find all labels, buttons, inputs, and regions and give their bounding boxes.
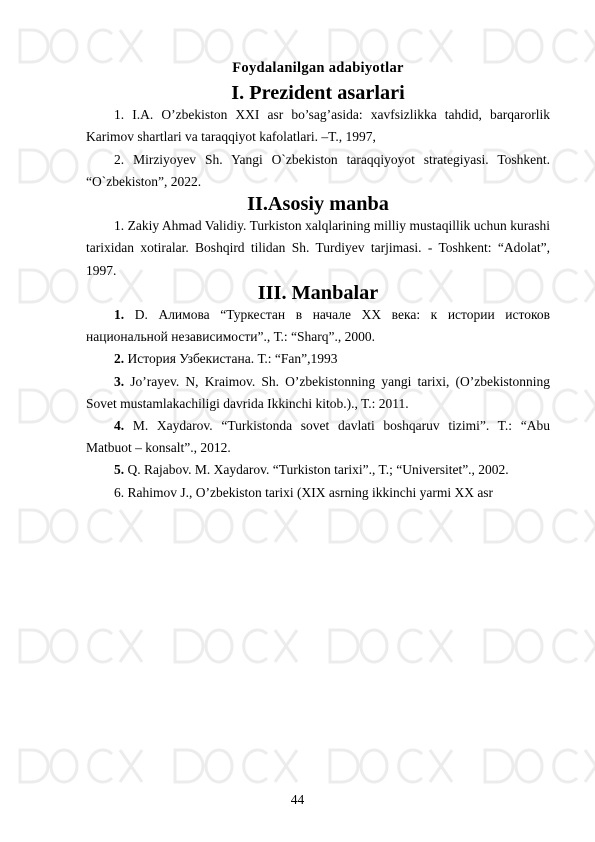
list-item-text: M. Xaydarov. “Turkistonda sovet davlati boshqaruv tizimi”. T.: “Abu Matbuot – konsalt”., 2012. (86, 418, 550, 456)
list-item-number: 2. (114, 151, 125, 167)
list-item-number: 5. (114, 462, 125, 478)
list-item-number: 4. (114, 418, 125, 434)
watermark-mark (175, 750, 297, 782)
list-item-number: 3. (114, 373, 125, 389)
list-item-text: Zakiy Ahmad Validiy. Turkiston xalqlarining milliy mustaqillik uchun kurashi tarixidan xotiralar. Boshqird tilidan Sh. Turdiyev tarjimasi. - Toshkent: “Adolat”, 1997. (86, 218, 550, 278)
list-item-number: 2. (114, 351, 125, 367)
list-item-text: Q. Rajabov. M. Xaydarov. “Turkiston tarixi”., T.; “Universitet”., 2002. (124, 462, 509, 478)
list-item (86, 415, 550, 459)
list-item (86, 482, 550, 504)
list-item (86, 215, 550, 282)
list-item-text: Rahimov J., O’zbekiston tarixi (XIX asrning ikkinchi yarmi XX asr (124, 484, 494, 500)
list-item-text: Jo’rayev. N, Kraimov. Sh. O’zbekistonning yangi tarixi, (O’zbekistonning Sovet mustamlakachiligi davrida Ikkinchi kitob.)., T.: 2011. (86, 373, 550, 411)
list-item-text: Mirziyoyev Sh. Yangi O`zbekiston taraqqiyoyot strategiyasi. Toshkent. “O`zbekiston”, 2022. (86, 151, 550, 189)
page-content (86, 56, 550, 504)
section-heading-prezident-asarlari: I. Prezident asarlari (231, 82, 405, 104)
watermark-mark (20, 750, 142, 782)
list-item (86, 459, 550, 481)
list-item-text: I.A. O’zbekiston XXI asr bo’sag’asida: xavfsizlikka tahdid, barqarorlik Karimov shartlari va taraqqiyot kafolatlari. –T., 1997, (86, 107, 550, 145)
list-item-number: 1. (114, 218, 125, 234)
watermark-mark (20, 510, 142, 542)
section-heading-manbalar: III. Manbalar (257, 281, 379, 304)
list-item-number: 1. (114, 307, 125, 323)
watermark-mark (330, 750, 452, 782)
page-title: Foydalanilgan adabiyotlar (232, 60, 404, 76)
watermark-mark (330, 630, 452, 662)
list-item-text: История Узбекистана. Т.: “Fan”,1993 (124, 351, 338, 367)
page-number: 44 (290, 792, 305, 807)
list-item (86, 304, 550, 348)
watermark-mark (485, 630, 595, 662)
list-item-number: 6. (114, 484, 125, 500)
watermark-mark (175, 630, 297, 662)
list-item-text: D. Алимова “Туркестан в начале XX века: к истории истоков национальной независимости”., Т.: “Sharq”., 2000. (86, 307, 550, 345)
watermark-mark (175, 510, 297, 542)
watermark-mark (485, 510, 595, 542)
watermark-mark (485, 750, 595, 782)
list-item (86, 348, 550, 370)
list-item-number: 1. (114, 107, 125, 123)
list-item (86, 104, 550, 148)
section-heading-asosiy-manba: II.Asosiy manba (247, 193, 389, 216)
watermark-mark (20, 630, 142, 662)
list-item (86, 149, 550, 193)
list-item (86, 371, 550, 415)
watermark-mark (330, 510, 452, 542)
